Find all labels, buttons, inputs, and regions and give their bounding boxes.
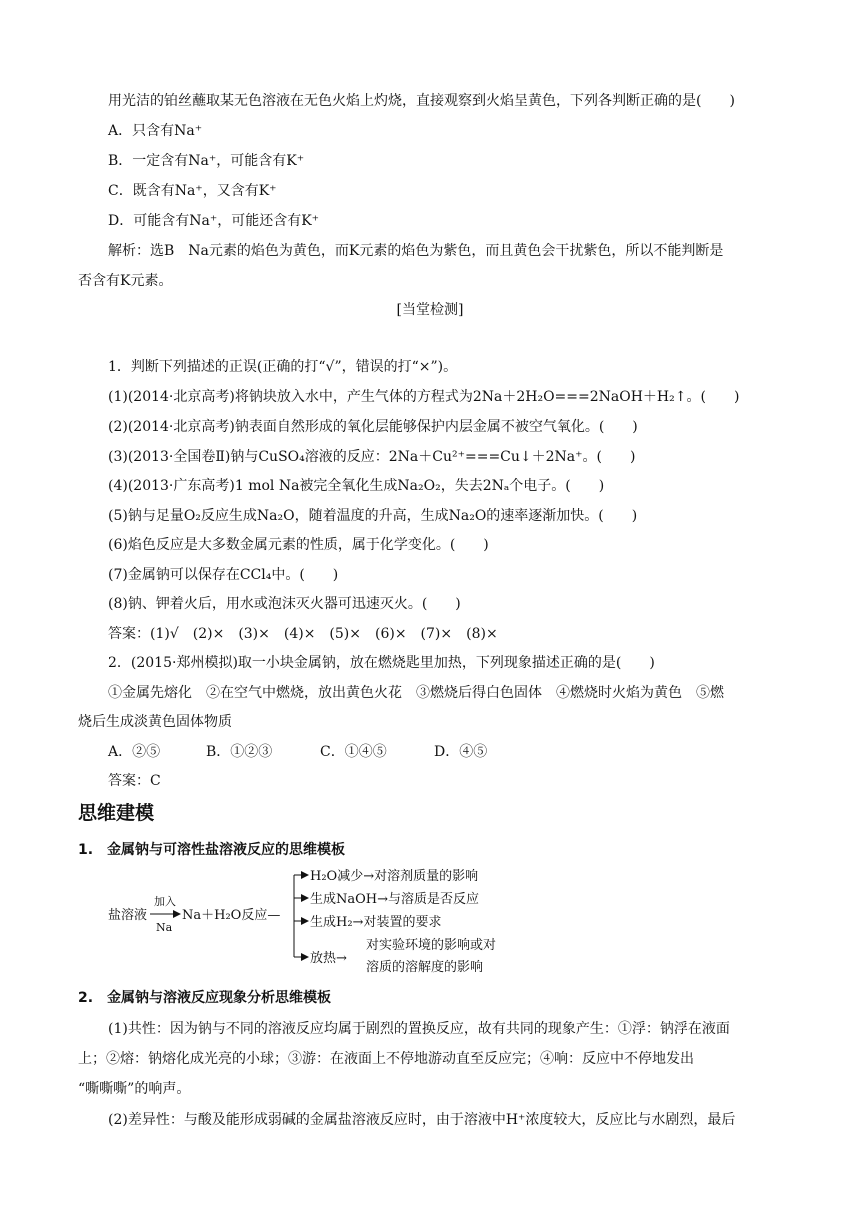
q2-option-b: B．①②③ [206,744,273,760]
diagram-branch-2: 生成NaOH→与溶质是否反应 [310,892,480,907]
analysis-line-1: 解析：选B Na元素的焰色为黄色，而K元素的焰色为紫色，而且黄色会干扰紫色，所以不能判断是 [108,243,724,259]
q2-option-c: C．①④⑤ [320,744,387,760]
diagram-last-line-2: 溶质的溶解度的影响 [366,960,484,975]
q2-statement-line-1: ①金属先熔化 ②在空气中燃烧，放出黄色火花 ③燃烧后得白色固体 ④燃烧时火焰为黄色 ⑤燃 [108,685,724,701]
reaction-flow-diagram [108,862,538,980]
analysis-line-2: 否含有K元素。 [78,273,173,289]
q1-item-2: (2)(2014·北京高考)钠表面自然形成的氧化层能够保护内层金属不被空气氧化。( ) [108,419,638,435]
diagram-branch-3: 生成H₂→对装置的要求 [310,915,442,930]
option-b: B．一定含有Na⁺，可能含有K⁺ [108,153,305,169]
difference-line-1: (2)差异性：与酸及能形成弱碱的金属盐溶液反应时，由于溶液中H⁺浓度较大，反应比与水剧烈，最后 [108,1112,736,1128]
q1-item-8: (8)钠、钾着火后，用水或泡沫灭火器可迅速灭火。( ) [108,596,461,612]
q1-item-4: (4)(2013·广东高考)1 mol Na被完全氧化生成Na₂O₂，失去2Nₐ个电子。( ) [108,478,605,494]
q1-stem: 1．判断下列描述的正误(正确的打“√”，错误的打“×”)。 [108,359,458,375]
modeling-item-2-title: 2. 金属钠与溶液反应现象分析思维模板 [78,990,332,1006]
diagram-branch-1: H₂O减少→对溶剂质量的影响 [310,869,479,884]
section-heading-modeling: 思维建模 [78,802,155,824]
diagram-above-arrow-label: 加入 [154,895,176,908]
question-stem: 用光洁的铂丝蘸取某无色溶液在无色火焰上灼烧，直接观察到火焰呈黄色，下列各判断正确的是( ) [108,93,735,109]
q2-answer: 答案：C [108,773,161,789]
q1-item-7: (7)金属钠可以保存在CCl₄中。( ) [108,567,339,583]
q1-item-5: (5)钠与足量O₂反应生成Na₂O，随着温度的升高，生成Na₂O的速率逐渐加快。( ) [108,508,638,524]
option-c: C．既含有Na⁺，又含有K⁺ [108,183,277,199]
option-a: A．只含有Na⁺ [108,123,203,139]
modeling-item-1-title: 1. 金属钠与可溶性盐溶液反应的思维模板 [78,842,346,858]
option-d: D．可能含有Na⁺，可能还含有K⁺ [108,213,320,229]
diagram-branch-4: 放热→ [310,951,347,966]
q1-answer: 答案：(1)√ (2)× (3)× (4)× (5)× (6)× (7)× (8)× [108,626,498,642]
q2-statement-line-2: 烧后生成淡黄色固体物质 [78,714,232,730]
commonality-line-3: “嘶嘶嘶”的响声。 [78,1081,191,1097]
q1-item-3: (3)(2013·全国卷Ⅱ)钠与CuSO₄溶液的反应：2Na＋Cu²⁺===Cu↓＋2Na⁺。( ) [108,449,636,465]
q1-item-1: (1)(2014·北京高考)将钠块放入水中，产生气体的方程式为2Na＋2H₂O===2NaOH＋H₂↑。( ) [108,389,740,405]
q2-option-a: A．②⑤ [108,744,161,760]
diagram-middle-label: Na＋H₂O反应— [182,908,281,923]
q1-item-6: (6)焰色反应是大多数金属元素的性质，属于化学变化。( ) [108,537,489,553]
diagram-last-line-1: 对实验环境的影响或对 [366,938,497,953]
diagram-below-arrow-label: Na [156,921,173,934]
section-title-check: [当堂检测] [396,302,464,318]
q2-option-d: D．④⑤ [434,744,488,760]
q2-stem: 2．(2015·郑州模拟)取一小块金属钠，放在燃烧匙里加热，下列现象描述正确的是( ) [108,655,655,671]
commonality-line-1: (1)共性：因为钠与不同的溶液反应均属于剧烈的置换反应，故有共同的现象产生：①浮：钠浮在液面 [108,1021,730,1037]
diagram-start-label: 盐溶液 [108,908,148,923]
commonality-line-2: 上；②熔：钠熔化成光亮的小球；③游：在液面上不停地游动直至反应完；④响：反应中不停地发出 [78,1051,694,1067]
